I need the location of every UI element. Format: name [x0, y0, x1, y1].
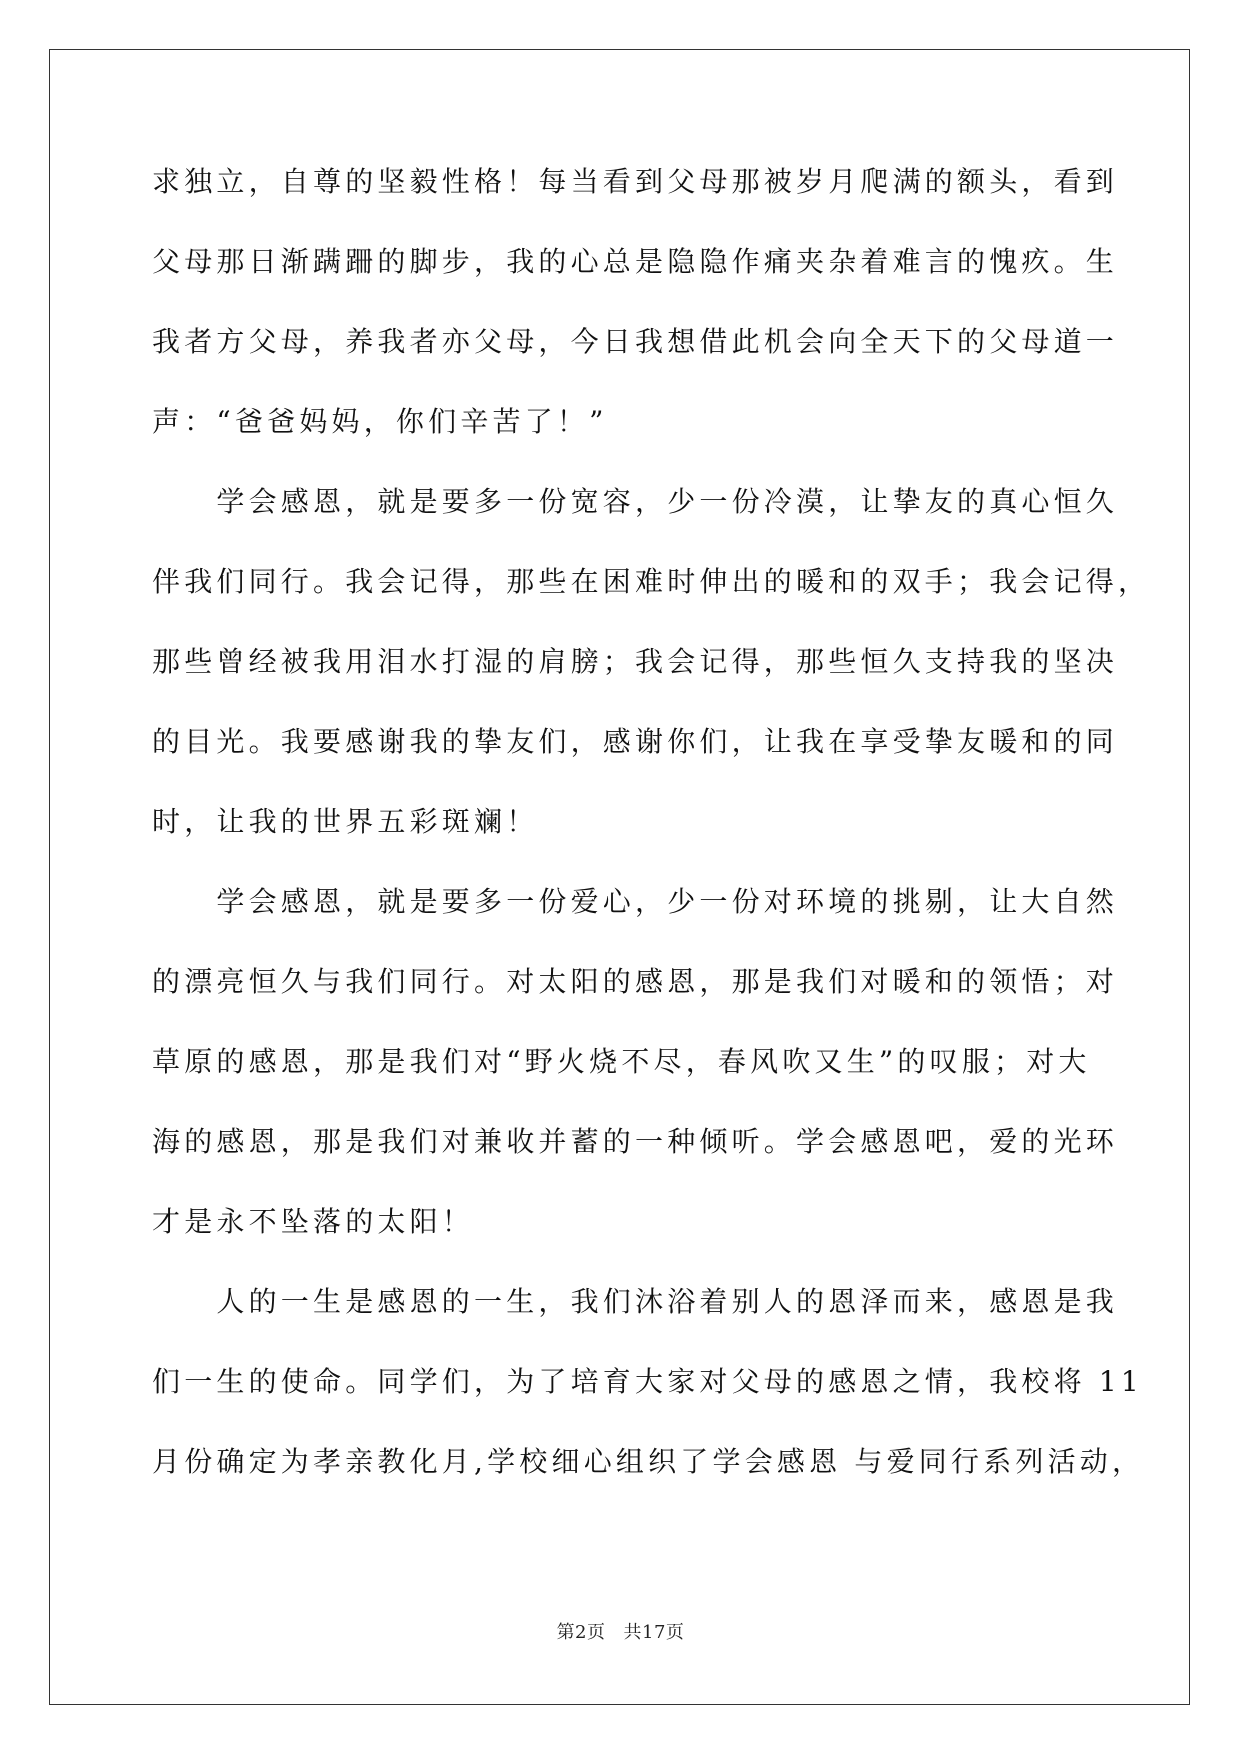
- page-footer: [0, 1618, 1241, 1644]
- text-line: 声：“爸爸妈妈，你们辛苦了！”: [152, 405, 608, 438]
- text-line: 那些曾经被我用泪水打湿的肩膀；我会记得，那些恒久支持我的坚决: [152, 645, 1119, 678]
- text-line: 月份确定为孝亲教化月,学校细心组织了学会感恩 与爱同行系列活动，: [152, 1445, 1145, 1478]
- page-total: 共17页: [623, 1622, 685, 1643]
- text-line: 时，让我的世界五彩斑斓！: [152, 805, 539, 838]
- text-line: 伴我们同行。我会记得，那些在困难时伸出的暖和的双手；我会记得，: [152, 565, 1151, 598]
- document-body: [152, 158, 1151, 1518]
- text-line: 求独立，自尊的坚毅性格！每当看到父母那被岁月爬满的额头，看到: [152, 165, 1119, 198]
- text-line: 才是永不坠落的太阳！: [152, 1205, 475, 1238]
- text-line: 学会感恩，就是要多一份宽容，少一份冷漠，让挚友的真心恒久: [152, 485, 1119, 518]
- text-line: 的目光。我要感谢我的挚友们，感谢你们，让我在享受挚友暖和的同: [152, 725, 1119, 758]
- page-number: 第2页: [556, 1622, 606, 1643]
- text-line: 们一生的使命。同学们，为了培育大家对父母的感恩之情，我校将 11: [152, 1365, 1143, 1398]
- text-line: 我者方父母，养我者亦父母，今日我想借此机会向全天下的父母道一: [152, 325, 1119, 358]
- text-line: 的漂亮恒久与我们同行。对太阳的感恩，那是我们对暖和的领悟；对: [152, 965, 1119, 998]
- text-line: 学会感恩，就是要多一份爱心，少一份对环境的挑剔，让大自然: [152, 885, 1119, 918]
- text-line: 草原的感恩，那是我们对“野火烧不尽，春风吹又生”的叹服；对大: [152, 1045, 1091, 1078]
- text-line: 父母那日渐蹒跚的脚步，我的心总是隐隐作痛夹杂着难言的愧疚。生: [152, 245, 1119, 278]
- text-line: 人的一生是感恩的一生，我们沐浴着别人的恩泽而来，感恩是我: [152, 1285, 1119, 1318]
- text-line: 海的感恩，那是我们对兼收并蓄的一种倾听。学会感恩吧，爱的光环: [152, 1125, 1119, 1158]
